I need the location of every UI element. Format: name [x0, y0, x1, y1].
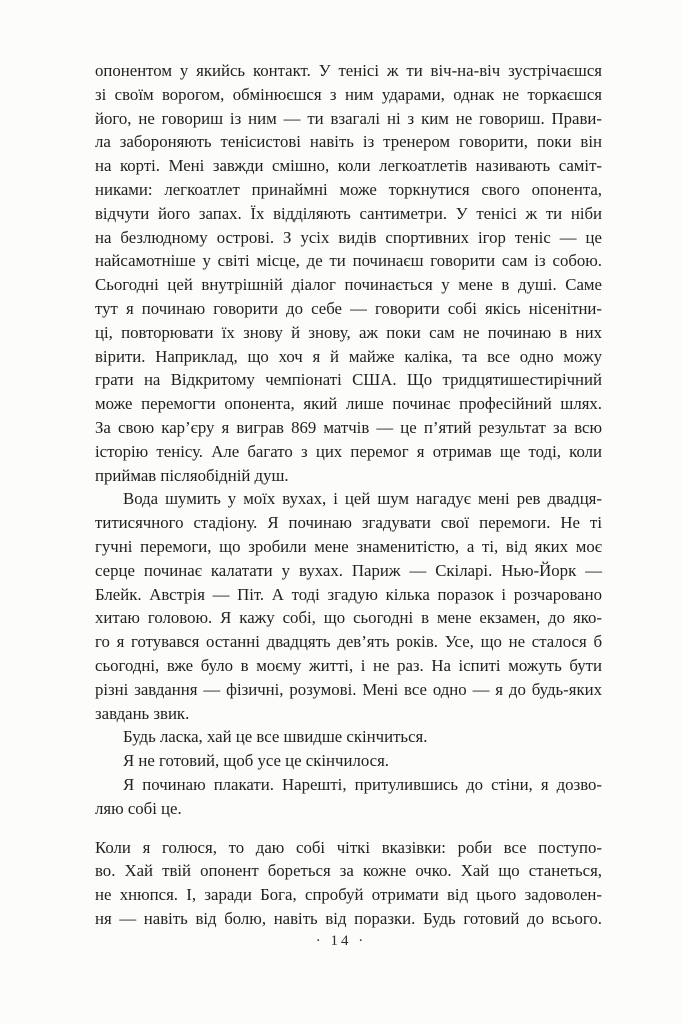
paragraph [95, 725, 602, 749]
text-line: хитаю головою. Я кажу собі, що сьогодні в мене екзамен, до яко- [95, 608, 602, 628]
text-line: ла забороняють тенісистові навіть із тренером говорити, поки він [95, 132, 602, 152]
text-line: на безлюдному острові. З усіх видів спортивних ігор теніс — це [95, 227, 602, 247]
page-number: · 14 · [315, 933, 367, 949]
text-line: титисячного стадіону. Я починаю згадувати свої перемоги. Не ті [95, 513, 602, 533]
text-line: вірити. Наприклад, що хоч я й майже каліка, та все одно можу [95, 346, 602, 366]
text-line: тут я починаю говорити до себе — говорити собі якісь нісенітни- [95, 298, 602, 318]
text-line: приймав післяобідній душ. [95, 465, 289, 485]
text-line: на корті. Мені завжди смішно, коли легкоатлетів називають саміт- [95, 156, 602, 176]
text-line: никами: легкоатлет принаймні може торкнутися свого опонента, [95, 179, 602, 199]
text-line: Коли я голюся, то даю собі чіткі вказівки: роби все поступо- [95, 837, 602, 857]
text-line: завдань звик. [95, 703, 190, 723]
text-line: його, не говориш із ним — ти взагалі ні з ким не говориш. Прави- [95, 108, 602, 128]
text-line: ці, повторювати їх знову й знову, аж поки сам не починаю в них [95, 322, 602, 342]
text-line: Вода шумить у моїх вухах, і цей шум нагадує мені рев двадця- [123, 489, 602, 509]
paragraph [95, 749, 602, 773]
text-line: історію тенісу. Але багато з цих перемог я отримав ще тоді, коли [95, 441, 602, 461]
text-line: во. Хай твій опонент бореться за кожне очко. Хай що станеться, [95, 861, 602, 881]
text-line: опонентом у якийсь контакт. У тенісі ж ти віч-на-віч зустрічаєшся [95, 61, 602, 80]
text-line: зі своїм ворогом, обмінюєшся з ним ударами, однак не торкаєшся [95, 84, 602, 104]
paragraph [95, 59, 602, 487]
text-line: може перемогти опонента, який лише починає професійний шлях. [95, 394, 602, 414]
text-line: го я готувався останні двадцять дев’ять років. Усе, що не сталося б [95, 632, 602, 652]
text-column [95, 59, 602, 931]
text-line: найсамотніше у світі місце, де ти починаєш говорити сам із собою. [95, 251, 602, 271]
paragraph [95, 773, 602, 821]
text-line: грати на Відкритому чемпіонаті США. Що тридцятишестирічний [95, 370, 602, 390]
text-line: різні завдання — фізичні, розумові. Мені все одно — я до будь-яких [95, 679, 602, 699]
text-line: За свою кар’єру я виграв 869 матчів — це п’ятий результат за всю [95, 417, 602, 437]
text-line: ня — навіть від болю, навіть від поразки. Будь готовий до всього. [95, 908, 602, 928]
paragraph [95, 487, 602, 725]
text-line: Сьогодні цей внутрішній діалог починається у мене в душі. Саме [95, 275, 602, 295]
text-line: сьогодні, вже було в моєму житті, і не раз. На іспиті можуть бути [95, 655, 602, 675]
text-line: гучні перемоги, що зробили мене знаменитістю, а ті, від яких моє [95, 536, 602, 556]
text-line: Блейк. Австрія — Піт. А тоді згадую кілька поразок і розчаровано [95, 584, 602, 604]
text-line: Я не готовий, щоб усе це скінчилося. [123, 751, 389, 771]
text-line: серце починає калатати у вухах. Париж — Скіларі. Нью-Йорк — [95, 560, 602, 580]
paragraph [95, 836, 602, 931]
text-line: ляю собі це. [95, 798, 182, 818]
text-line: не хнюпся. І, заради Бога, спробуй отримати від цього задоволен- [95, 885, 602, 905]
text-line: Будь ласка, хай це все швидше скінчиться. [123, 727, 428, 747]
text-line: відчути його запах. Їх відділяють сантиметри. У тенісі ж ти ніби [95, 203, 602, 223]
text-line: Я починаю плакати. Нарешті, притулившись до стіни, я дозво- [123, 774, 602, 794]
